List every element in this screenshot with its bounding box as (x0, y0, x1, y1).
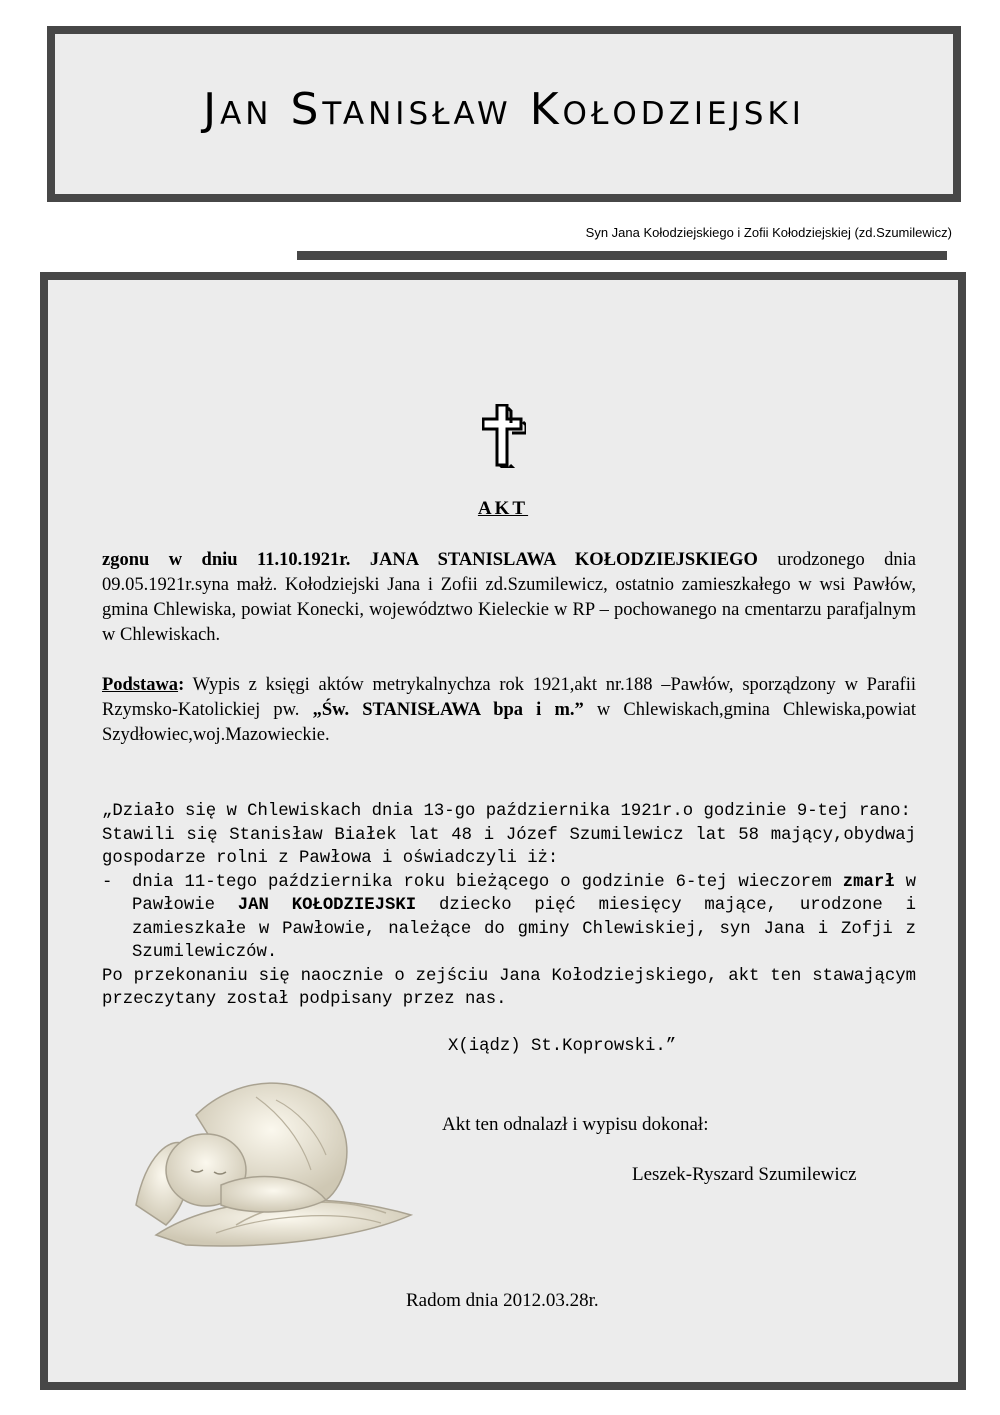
list-dash: - (102, 872, 113, 892)
parents-line: Syn Jana Kołodziejskiego i Zofii Kołodziejskiej (zd.Szumilewicz) (585, 225, 952, 240)
cross-icon (482, 404, 526, 468)
basis-paragraph: Podstawa: Wypis z księgi aktów metrykalnychza rok 1921,akt nr.188 –Pawłów, sporządzony w Parafii Rzymsko-Katolickiej pw. „Św. STANISŁAWA bpa i m.” w Chlewiskach,gmina Chlewiska,powiat Szydłowiec,woj.Mazowieckie. (102, 675, 917, 745)
quote-line-2: Stawili się Stanisław Białek lat 48 i Józef Szumilewicz lat 58 mający,obydwaj gospodarze rolni z Pawłowa i oświadczyli iż: (102, 825, 916, 868)
page-title: Jan Stanisław Kołodziejski (203, 84, 805, 135)
quote-line-3: Po przekonaniu się naocznie o zejściu Jana Kołodziejskiego, akt ten stawającym przeczytany został podpisany przez nas. (102, 966, 916, 1009)
basis-text: Wypis z księgi aktów metrykalnychza rok 1921,akt nr.188 –Pawłów, sporządzony w Parafii Rzymsko-Katolickiej pw. (102, 675, 916, 720)
parish-name: „Św. STANISŁAWA bpa i m.” (312, 700, 584, 720)
found-by-line: Akt ten odnalazł i wypisu dokonał: (442, 1114, 709, 1135)
death-record-paragraph (102, 548, 916, 648)
died-word: zmarł (842, 872, 895, 892)
document-box (40, 272, 966, 1390)
quote-list-item: - dnia 11-tego października roku bieżącego o godzinie 6-tej wieczorem zmarł w Pawłowie JAN KOŁODZIEJSKI dziecko pięć miesięcy mające, urodzone i zamieszkałe w Pawłowie, należące do gminy Chlewiskiej, syn Jana i Zofji z Szumilewiczów. (102, 872, 917, 962)
priest-signature: X(iądz) St.Koprowski.” (448, 1037, 677, 1056)
basis-location: w Chlewiskach,gmina Chlewiska,powiat Szydłowiec,woj.Mazowieckie. (102, 700, 917, 745)
basis-label: Podstawa (102, 675, 179, 695)
document-heading: AKT (477, 498, 529, 519)
death-date: zgonu w dniu 11.10.1921r. (102, 550, 351, 570)
place-date: Radom dnia 2012.03.28r. (406, 1290, 599, 1311)
quoted-name: JAN KOŁODZIEJSKI (237, 896, 417, 915)
author-name: Leszek-Ryszard Szumilewicz (632, 1164, 857, 1185)
deceased-name: JANA STANISLAWA KOŁODZIEJSKIEGO (369, 550, 758, 570)
death-record-text: urodzonego dnia 09.05.1921r.syna małż. Kołodziejski Jana i Zofii zd.Szumilewicz, ostatnio zamieszkałego w wsi Pawłów, gmina Chlewiska, powiat Konecki, województwo Kieleckie w RP – pochowanego na cmentarzu parafjalnym w Chlewiskach. (102, 550, 917, 645)
quote-line-1: „Działo się w Chlewiskach dnia 13-go października 1921r.o godzinie 9-tej rano: (102, 802, 911, 821)
title-box (47, 26, 961, 202)
sleeping-angel-image (126, 1075, 416, 1255)
record-quote (102, 800, 916, 1012)
divider-bar (297, 251, 947, 260)
